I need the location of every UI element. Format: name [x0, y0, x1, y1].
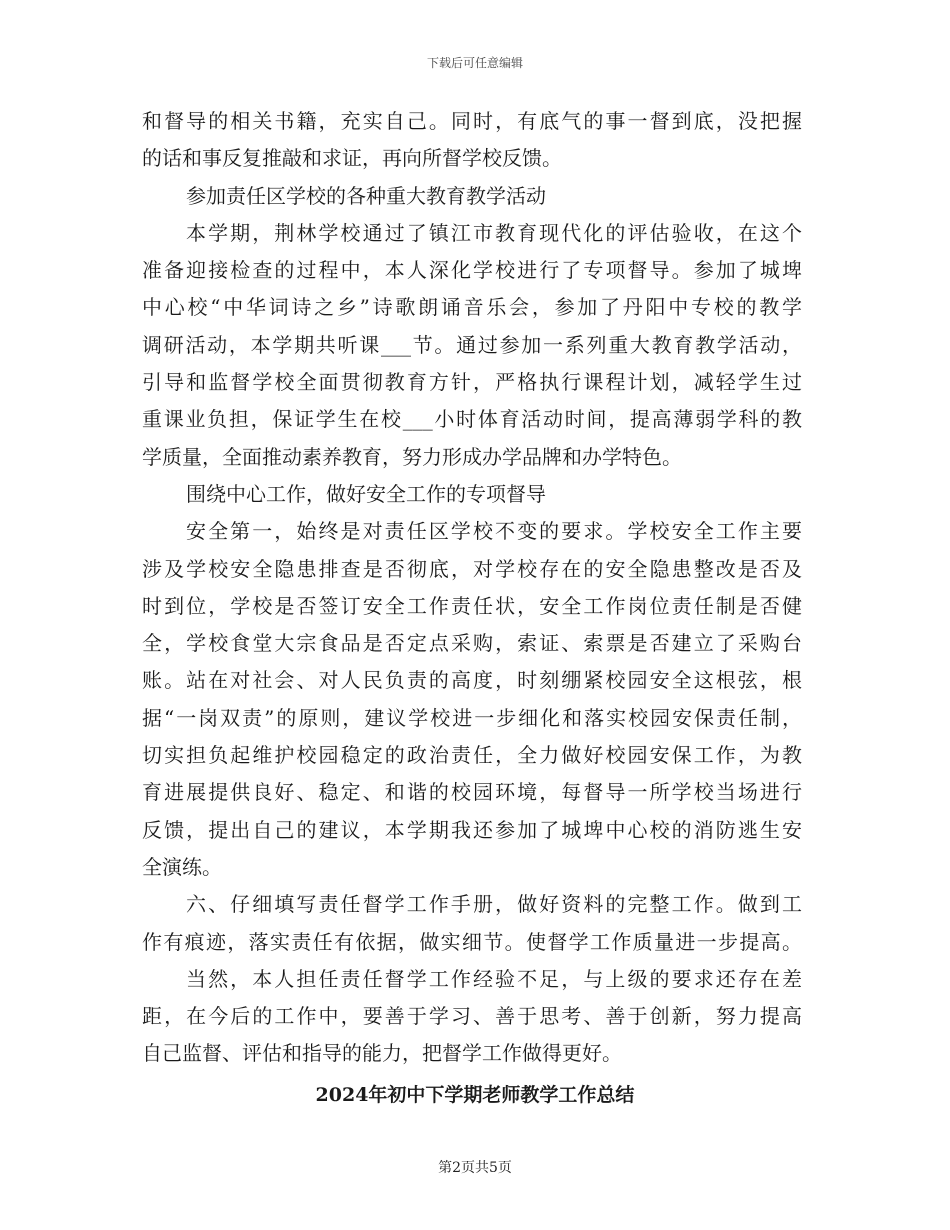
text-line: 自己监督、评估和指导的能力，把督学工作做得更好。: [142, 1041, 622, 1066]
text-line: 涉及学校安全隐患排查是否彻底，对学校存在的安全隐患整改是否及: [142, 556, 802, 581]
text-line: 全，学校食堂大宗食品是否定点采购，索证、索票是否建立了采购台: [142, 631, 802, 656]
page-header: 下载后可任意编辑: [426, 56, 523, 70]
section-title: 2024年初中下学期老师教学工作总结: [315, 1084, 635, 1106]
text-line: 学质量，全面推动素养教育，努力形成办学品牌和办学特色。: [142, 444, 682, 469]
text-line: 参加责任区学校的各种重大教育教学活动: [186, 183, 546, 208]
document-body: [142, 103, 802, 1073]
text-line: 当然，本人担任责任督学工作经验不足，与上级的要求还存在差: [186, 966, 802, 991]
text-line: 距，在今后的工作中，要善于学习、善于思考、善于创新，努力提高: [142, 1004, 802, 1029]
text-line: 六、仔细填写责任督学工作手册，做好资料的完整工作。做到工: [186, 892, 802, 917]
text-line: 反馈，提出自己的建议，本学期我还参加了城埤中心校的消防逃生安: [142, 817, 802, 842]
text-line: 本学期，荆林学校通过了镇江市教育现代化的评估验收，在这个: [186, 220, 802, 245]
page-footer: 第2页共5页: [438, 1160, 512, 1176]
text-line: 调研活动，本学期共听课___节。通过参加一系列重大教育教学活动，: [142, 332, 802, 357]
text-line: 育进展提供良好、稳定、和谐的校园环境，每督导一所学校当场进行: [142, 780, 802, 805]
text-line: 引导和监督学校全面贯彻教育方针，严格执行课程计划，减轻学生过: [142, 370, 802, 395]
text-line: 重课业负担，保证学生在校___小时体育活动时间，提高薄弱学科的教: [142, 407, 802, 432]
text-line: 中心校“中华词诗之乡”诗歌朗诵音乐会，参加了丹阳中专校的教学: [142, 295, 802, 320]
text-line: 和督导的相关书籍，充实自己。同时，有底气的事一督到底，没把握: [142, 109, 802, 133]
text-line: 准备迎接检查的过程中，本人深化学校进行了专项督导。参加了城埤: [142, 258, 802, 283]
text-line: 据“一岗双责”的原则，建议学校进一步细化和落实校园安保责任制，: [142, 705, 802, 730]
text-line: 切实担负起维护校园稳定的政治责任，全力做好校园安保工作，为教: [142, 743, 802, 768]
text-line: 账。站在对社会、对人民负责的高度，时刻绷紧校园安全这根弦，根: [142, 668, 802, 693]
text-line: 时到位，学校是否签订安全工作责任状，安全工作岗位责任制是否健: [142, 593, 802, 618]
text-line: 的话和事反复推敲和求证，再向所督学校反馈。: [142, 146, 562, 171]
text-line: 围绕中心工作，做好安全工作的专项督导: [186, 481, 546, 506]
text-line: 作有痕迹，落实责任有依据，做实细节。使督学工作质量进一步提高。: [142, 929, 802, 954]
text-line: 全演练。: [142, 854, 222, 879]
text-line: 安全第一，始终是对责任区学校不变的要求。学校安全工作主要: [186, 519, 802, 544]
